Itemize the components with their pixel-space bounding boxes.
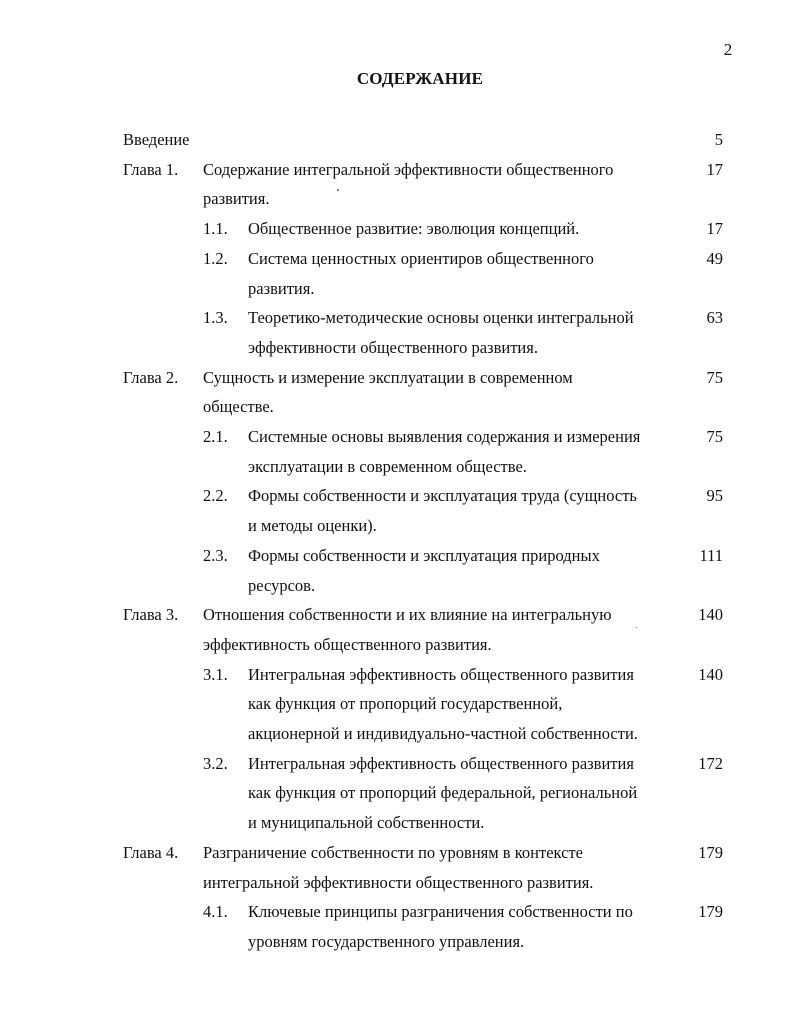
toc-entry-number: 3.1. xyxy=(203,664,228,684)
toc-entry-title-line: Система ценностных ориентиров общественного xyxy=(248,248,594,268)
toc-entry-page: 179 xyxy=(698,842,723,862)
scan-speck xyxy=(636,627,637,628)
toc-entry-page: 140 xyxy=(698,605,723,625)
toc-entry-number: 1.2. xyxy=(203,248,228,268)
toc-entry-page: 17 xyxy=(706,219,723,239)
toc-entry-title xyxy=(248,541,600,600)
toc-entry-title-line: обществе. xyxy=(203,397,274,417)
toc-entry-title-line: эффективность общественного развития. xyxy=(203,634,492,654)
toc-entry-page: 17 xyxy=(706,159,723,179)
toc-entry-title-line: эффективности общественного развития. xyxy=(248,337,538,357)
toc-entry-page: 95 xyxy=(706,486,723,506)
toc-entry-page: 172 xyxy=(698,753,723,773)
toc-entry-number: 2.2. xyxy=(203,486,228,506)
toc-entry-number: 3.2. xyxy=(203,753,228,773)
toc-entry-title-line: Интегральная эффективность общественного развития xyxy=(248,664,634,684)
toc-entry-title-line: Интегральная эффективность общественного развития xyxy=(248,753,634,773)
toc-entry-number: Глава 2. xyxy=(123,367,179,387)
toc-entry-title-line: Отношения собственности и их влияние на интегральную xyxy=(203,605,612,625)
toc-entry-title-line: акционерной и индивидуально-частной собственности. xyxy=(248,724,638,743)
toc-entry-title-line: Формы собственности и эксплуатация труда (сущность xyxy=(248,486,637,506)
toc-entry-number: 1.1. xyxy=(203,219,228,239)
toc-entry-title-line: Разграничение собственности по уровням в контексте xyxy=(203,842,583,862)
toc-entry-title-line: и методы оценки). xyxy=(248,516,377,536)
toc-entry-number: 2.3. xyxy=(203,545,228,565)
toc-entry-page: 49 xyxy=(706,248,723,268)
toc-entry-page: 63 xyxy=(706,308,723,328)
toc-entry-number: Глава 4. xyxy=(123,842,179,862)
toc-entry-number: 4.1. xyxy=(203,902,228,922)
toc-entry-title-line: Сущность и измерение эксплуатации в современном xyxy=(203,367,573,387)
toc-entry-title xyxy=(123,125,190,155)
toc-entry-title-line: Теоретико-методические основы оценки интегральной xyxy=(248,308,634,328)
toc-entry-number: Глава 1. xyxy=(123,159,179,179)
toc-entry-title-line: Общественное развитие: эволюция концепций. xyxy=(248,219,580,239)
toc-entry-page: 111 xyxy=(699,545,723,565)
toc-entry-title-line: ресурсов. xyxy=(248,575,316,595)
page-title: СОДЕРЖАНИЕ xyxy=(356,69,484,88)
toc-entry-title-line: Системные основы выявления содержания и измерения xyxy=(248,427,641,446)
toc-entry-title-line: уровням государственного управления. xyxy=(248,931,525,951)
toc-entry-page: 179 xyxy=(698,902,723,922)
toc-entry-title-line: Формы собственности и эксплуатация природных xyxy=(248,545,600,565)
toc-entry-page: 75 xyxy=(706,427,723,446)
toc-entry-title-line: интегральной эффективности общественного развития. xyxy=(203,872,594,892)
toc-entry-number: 1.3. xyxy=(203,308,228,328)
toc-entry-title xyxy=(248,244,594,303)
toc-entry-title xyxy=(248,422,640,481)
toc-entry-title xyxy=(248,303,634,362)
page-number: 2 xyxy=(723,40,733,59)
toc-entry-title-line: как функция от пропорций федеральной, региональной xyxy=(248,783,638,803)
toc-entry-title-line: развития. xyxy=(248,278,315,298)
toc-entry-title-line: Введение xyxy=(123,130,190,149)
toc-entry-title xyxy=(203,363,573,422)
toc-entry-number: 2.1. xyxy=(203,427,228,446)
toc-entry-page: 140 xyxy=(698,664,723,684)
toc-entry-title xyxy=(203,155,613,214)
toc-entry-title-line: развития. xyxy=(203,189,270,209)
toc-entry-title xyxy=(203,600,612,659)
toc-entry-title xyxy=(248,214,579,244)
toc-entry-page: 75 xyxy=(706,367,723,387)
toc-entry-title-line: и муниципальной собственности. xyxy=(248,813,485,833)
toc-entry-title-line: как функция от пропорций государственной, xyxy=(248,694,563,714)
scan-speck xyxy=(337,189,339,191)
toc-entry-number: Глава 3. xyxy=(123,605,179,625)
toc-entry-title xyxy=(248,749,637,838)
toc-entry-page: 5 xyxy=(714,130,723,149)
toc-entry-title xyxy=(248,660,638,749)
toc-entry-title-line: эксплуатации в современном обществе. xyxy=(248,456,527,476)
toc-entry-title-line: Содержание интегральной эффективности общественного xyxy=(203,159,614,179)
toc-entry-title-line: Ключевые принципы разграничения собственности по xyxy=(248,902,633,922)
toc-entry-title xyxy=(248,481,637,540)
toc-entry-title xyxy=(203,838,593,897)
toc-entry-title xyxy=(248,897,633,956)
